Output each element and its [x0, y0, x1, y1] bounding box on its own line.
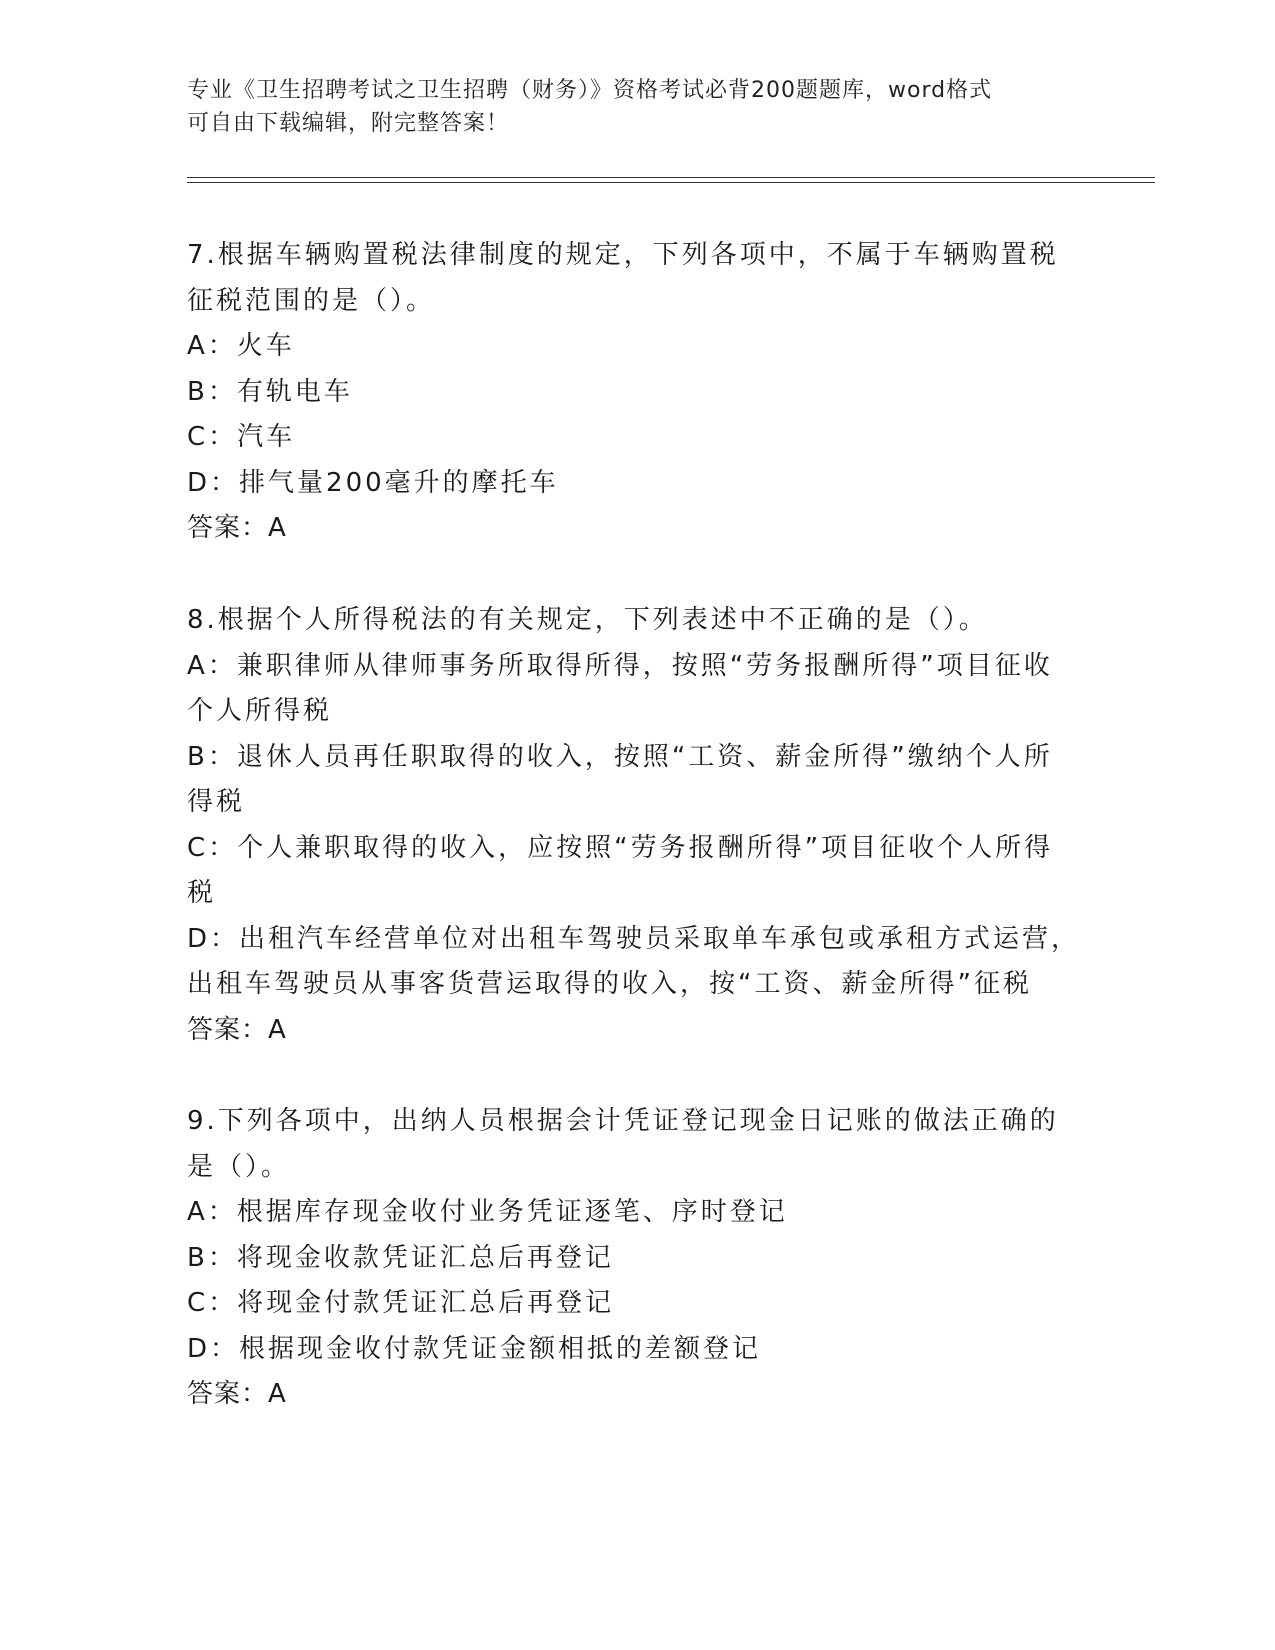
option-a-continued: 个人所得税 — [187, 696, 333, 726]
option-b: B：有轨电车 — [187, 376, 353, 407]
question-9 — [187, 1099, 1087, 1418]
answer-label: 答案：A — [187, 513, 287, 543]
question-stem-line: 7.根据车辆购置税法律制度的规定，下列各项中，不属于车辆购置税 — [187, 240, 1059, 270]
header-divider-top — [187, 177, 1155, 178]
header-line-1: 专业《卫生招聘考试之卫生招聘（财务）》资格考试必背200题题库，word格式 — [187, 78, 993, 103]
question-stem-line: 9.下列各项中，出纳人员根据会计凭证登记现金日记账的做法正确的 — [187, 1106, 1059, 1136]
option-c: C：个人兼职取得的收入，应按照“劳务报酬所得”项目征收个人所得 — [187, 832, 1054, 863]
option-c-continued: 税 — [187, 878, 217, 908]
option-c: C：将现金付款凭证汇总后再登记 — [187, 1288, 615, 1318]
option-c: C：汽车 — [187, 422, 296, 452]
question-stem-line: 8.根据个人所得税法的有关规定，下列表述中不正确的是（）。 — [187, 605, 988, 635]
question-7 — [187, 233, 1087, 552]
option-d-continued: 出租车驾驶员从事客货营运取得的收入，按“工资、薪金所得”征税 — [187, 969, 1032, 999]
option-d: D：根据现金收付款凭证金额相抵的差额登记 — [187, 1333, 762, 1364]
option-d: D：出租汽车经营单位对出租车驾驶员采取单车承包或承租方式运营， — [187, 923, 1081, 954]
option-b: B：退休人员再任职取得的收入，按照“工资、薪金所得”缴纳个人所 — [187, 741, 1053, 772]
option-a: A：火车 — [187, 331, 295, 361]
question-stem-line: 是（）。 — [187, 1151, 291, 1182]
option-b: B：将现金收款凭证汇总后再登记 — [187, 1242, 614, 1273]
header-divider-bottom — [187, 182, 1155, 183]
header-line-2: 可自由下载编辑，附完整答案！ — [187, 111, 510, 136]
answer-label: 答案：A — [187, 1379, 287, 1409]
answer-label: 答案：A — [187, 1014, 287, 1045]
document-header — [187, 74, 1087, 140]
option-a: A：兼职律师从律师事务所取得所得，按照“劳务报酬所得”项目征收 — [187, 650, 1053, 681]
option-a: A：根据库存现金收付业务凭证逐笔、序时登记 — [187, 1197, 788, 1227]
question-8 — [187, 598, 1087, 1053]
option-b-continued: 得税 — [187, 787, 246, 817]
option-d: D：排气量200毫升的摩托车 — [187, 467, 559, 498]
question-stem-line: 征税范围的是（）。 — [187, 285, 436, 316]
